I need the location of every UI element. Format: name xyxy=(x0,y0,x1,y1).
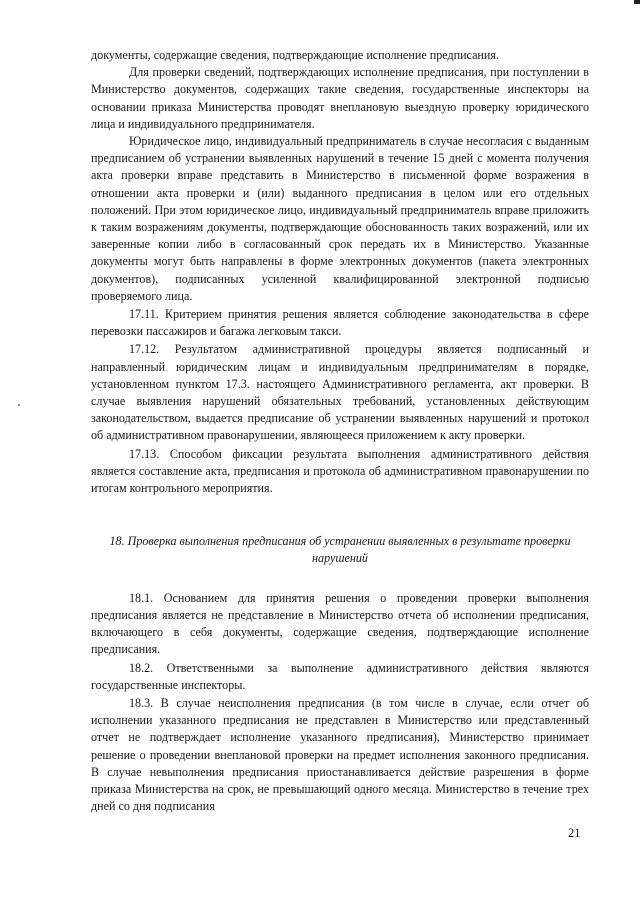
paragraph-18-1: 18.1. Основанием для принятия решения о проведении проверки выполнения предписания является не представление в Министерство отчета об исполнении предписания, включающего в себя документы, содержащие сведения, подтверждающие исполнение предписания. xyxy=(91,590,589,657)
scan-edge-mark xyxy=(634,0,640,4)
paragraph-17-12: 17.12. Результатом административной процедуры является подписанный и направленный юридическим лицам и индивидуальным предпринимателям в порядке, установленном пунктом 17.3. настоящего Административного регламента, акт проверки. В случае выявления нарушений обязательных требований, установленных действующим законодательством, выдается предписание об устранении выявленных нарушений и протокол об административном правонарушении, являющееся приложением к акту проверки. xyxy=(91,342,589,443)
paragraph-17-13: 17.13. Способом фиксации результата выполнения административного действия является составление акта, предписания и протокола об административном правонарушении по итогам контрольного мероприятия. xyxy=(91,446,589,496)
paragraph-17-11: 17.11. Критерием принятия решения является соблюдение законодательства в сфере перевозки пассажиров и багажа легковым такси. xyxy=(91,307,589,339)
paragraph-verification: Для проверки сведений, подтверждающих исполнение предписания, при поступлении в Министерство документов, содержащих такие сведения, государственные инспекторы на основании приказа Министерства проводят внеплановую выездную проверку юридического лица и индивидуального предпринимателя. xyxy=(91,65,589,131)
paragraph-18-3: 18.3. В случае неисполнения предписания (в том числе в случае, если отчет об исполнении указанного предписания не представлен в Министерство или представленный отчет не подтверждает исполнение указанного предписания), Министерство принимает решение о проведении внеплановой проверки на предмет исполнения законного предписания. В случае невыполнения предписания приостанавливается действие разрешения в форме приказа Министерства на срок, не превышающий одного месяца. Министерство в течение трех дней со дня подписания xyxy=(91,695,589,814)
scan-speck xyxy=(18,404,20,406)
paragraph-18-2: 18.2. Ответственными за выполнение административного действия являются государственные инспекторы. xyxy=(91,660,589,692)
page-number: 21 xyxy=(568,826,581,840)
paragraph-continuation: документы, содержащие сведения, подтверждающие исполнение предписания. xyxy=(91,48,499,62)
page-body xyxy=(91,47,589,815)
paragraph-objections: Юридическое лицо, индивидуальный предприниматель в случае несогласия с выданным предписанием об устранении выявленных нарушений в течение 15 дней с момента получения акта проверки вправе представить в Министерство в письменной форме возражения в отношении акта проверки и (или) выданного предписания в целом или его отдельных положений. При этом юридическое лицо, индивидуальный предприниматель вправе приложить к таким возражениям документы, подтверждающие обоснованность таких возражений, или их заверенные копии либо в согласованный срок передать их в Министерство. Указанные документы могут быть направлены в форме электронных документов (пакета электронных документов), подписанных усиленной квалифицированной электронной подписью проверяемого лица. xyxy=(91,134,589,303)
section-heading: 18. Проверка выполнения предписания об устранении выявленных в результате проверки нарушений xyxy=(109,534,571,566)
